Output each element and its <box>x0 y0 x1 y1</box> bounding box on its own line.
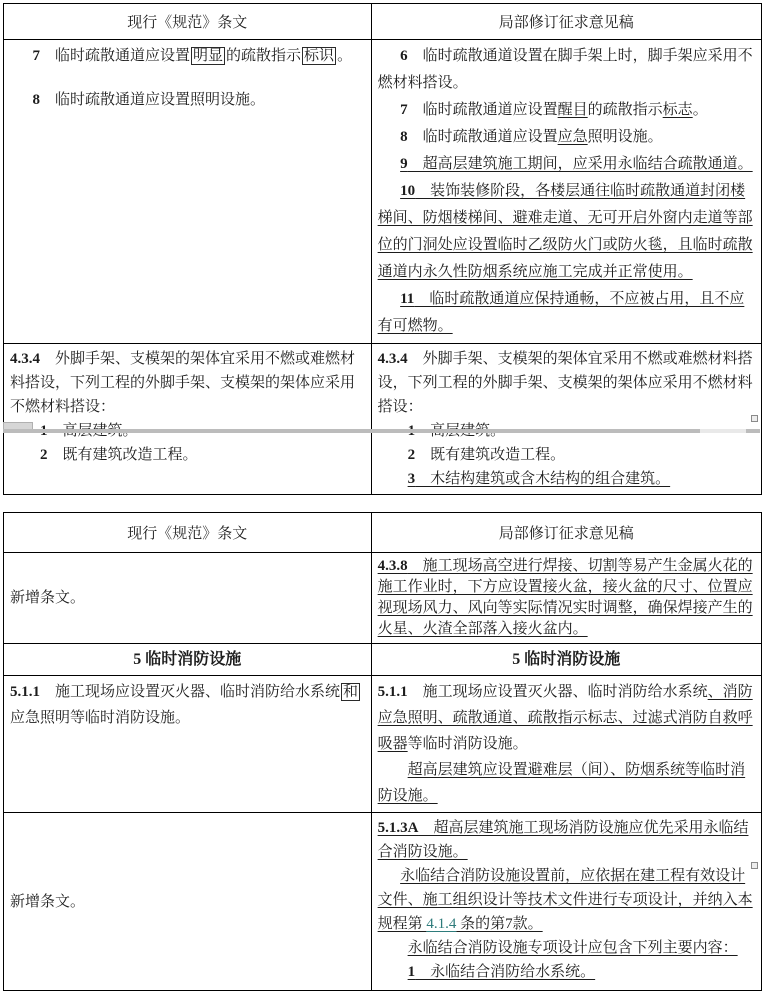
table-header-row <box>4 4 762 40</box>
paragraph <box>10 890 365 914</box>
cell-current-code <box>4 813 372 991</box>
text-run: 8 <box>32 92 40 108</box>
text-run: 既有建筑改造工程。 <box>415 447 566 463</box>
table-body <box>4 553 762 991</box>
paragraph <box>378 178 755 286</box>
cell-current-code <box>4 644 372 676</box>
inserted-text-run: 超高层建筑施工期间，应采用永临结合疏散通道。 <box>407 156 753 172</box>
paragraph <box>378 650 755 670</box>
paragraph <box>10 588 365 609</box>
table-row <box>4 344 762 495</box>
inserted-text-run: 标志 <box>662 102 693 118</box>
text-run: 的疏散指示 <box>226 48 302 64</box>
inserted-text-run: 超高层建筑施工现场消防设施应优先采用永临结合消防设施。 <box>377 820 749 860</box>
paragraph <box>378 757 755 809</box>
cell-revision-draft <box>371 553 761 644</box>
table-body <box>4 40 762 495</box>
paragraph <box>378 97 755 124</box>
table-resize-handle-icon[interactable] <box>751 415 758 422</box>
text-run: 5 临时消防设施 <box>133 650 242 668</box>
table-row <box>4 40 762 344</box>
cell-current-code <box>4 40 372 344</box>
revision-comparison-table-1 <box>3 3 762 495</box>
revision-comparison-table-2 <box>3 512 762 991</box>
inserted-text-run: 临时疏散通道应保持通畅，不应被占用，且不应有可燃物。 <box>377 291 745 334</box>
paragraph <box>10 650 365 670</box>
text-run: 外脚手架、支模架的架体宜采用不燃或难燃材料搭设，下列工程的外脚手架、支模架的架体应采用不燃材料搭设： <box>377 351 753 415</box>
column-header-current-code: 现行《规范》条文 <box>4 513 372 553</box>
paragraph <box>10 443 365 467</box>
cell-revision-draft <box>371 676 761 813</box>
text-run: 临时疏散通道应设置照明设施。 <box>40 92 266 108</box>
inserted-text-run: 装饰装修阶段，各楼层通往临时疏散通道封闭楼梯间、防烟楼梯间、避难走道、无可开启外窗内走道等部位的门洞处应设置临时乙级防火门或防火毯，且临时疏散通道内永久性防烟系统应施工完成并正常使用。 <box>377 183 753 280</box>
inserted-text-run: 木结构建筑或含木结构的组合建筑。 <box>415 471 671 487</box>
inserted-text-run: 超高层建筑应设置避难层（间）、防烟系统等临时消防设施。 <box>377 762 746 804</box>
table-gridline-notch <box>700 429 746 433</box>
text-run: 临时疏散通道应设置 <box>407 129 558 145</box>
text-run: 。 <box>337 48 353 64</box>
text-run: 8 <box>400 129 408 145</box>
cell-revision-draft <box>371 40 761 344</box>
column-header-revision-draft: 局部修订征求意见稿 <box>371 513 761 553</box>
inserted-text-run: 施工现场高空进行焊接、切割等易产生金属火花的施工作业时，下方应设置接火盆，接火盆的尺寸、位置应视现场风力、风向等实际情况实时调整，确保焊接产生的火星、火渣全部落入接火盆内。 <box>377 558 753 637</box>
table-gridline-band <box>3 429 760 433</box>
text-run: 。 <box>692 102 708 118</box>
text-run: 临时疏散通道应设置 <box>40 48 191 64</box>
inserted-text-run: 3 <box>407 471 416 487</box>
inserted-text-run: 条的第7款。 <box>456 916 543 932</box>
text-run: 既有建筑改造工程。 <box>47 447 198 463</box>
paragraph <box>10 347 365 419</box>
paragraph <box>378 960 755 984</box>
inserted-text-run: 、消防应急照明、疏散通道、疏散指示标志、过滤式消防自救呼吸器 <box>377 684 753 752</box>
inserted-text-run: 10 <box>400 183 416 199</box>
text-run: 应急照明等临时消防设施。 <box>10 710 191 726</box>
inserted-text-run: 4.1.4 <box>426 916 457 932</box>
cell-revision-draft <box>371 344 761 495</box>
inserted-text-run: 永临结合消防给水系统。 <box>415 964 596 980</box>
cell-current-code <box>4 553 372 644</box>
paragraph <box>378 286 755 340</box>
paragraph <box>10 43 365 70</box>
text-run: 5 临时消防设施 <box>512 650 621 668</box>
paragraph <box>378 124 755 151</box>
table-row <box>4 553 762 644</box>
text-run: 2 <box>40 447 48 463</box>
paragraph <box>378 556 755 640</box>
cell-revision-draft <box>371 644 761 676</box>
table-resize-handle-icon[interactable] <box>751 862 758 869</box>
table-header-row <box>4 513 762 553</box>
text-run: 4.3.4 <box>10 351 40 367</box>
inserted-text-run: 永临结合消防设施设置前，应依据在建工程有效设计文件、施工组织设计等技术文件进行专项设计，并纳入本规程第 <box>377 868 753 932</box>
deleted-text-run: 和 <box>343 684 359 700</box>
inserted-text-run: 9 <box>400 156 408 172</box>
column-header-current-code: 现行《规范》条文 <box>4 4 372 40</box>
text-run: 4.3.4 <box>377 351 408 367</box>
text-run: 临时疏散通道应设置 <box>407 102 558 118</box>
paragraph <box>378 936 755 960</box>
text-run: 施工现场应设置灭火器、临时消防给水系统 <box>40 684 341 700</box>
paragraph <box>378 347 755 419</box>
text-run: 5.1.1 <box>377 684 408 700</box>
inserted-text-run: 5.1.3A <box>377 820 419 836</box>
text-run: 外脚手架、支模架的架体宜采用不燃或难燃材料搭设，下列工程的外脚手架、支模架的架体应采用不燃材料搭设： <box>10 351 356 415</box>
paragraph <box>378 151 755 178</box>
text-run: 7 <box>32 48 40 64</box>
text-run: 7 <box>400 102 408 118</box>
text-run: 6 <box>400 48 408 64</box>
inserted-text-run: 11 <box>400 291 415 307</box>
inserted-text-run: 1 <box>407 964 416 980</box>
text-run: 5.1.1 <box>10 684 40 700</box>
paragraph <box>378 864 755 936</box>
table-row <box>4 644 762 676</box>
text-run: 的疏散指示 <box>587 102 663 118</box>
column-header-revision-draft: 局部修订征求意见稿 <box>371 4 761 40</box>
text-run: 施工现场应设置灭火器、临时消防给水系统 <box>407 684 708 700</box>
table-gap <box>0 495 766 512</box>
paragraph <box>378 816 755 864</box>
cell-current-code <box>4 344 372 495</box>
cell-revision-draft <box>371 813 761 991</box>
paragraph <box>10 679 365 731</box>
paragraph <box>10 87 365 114</box>
paragraph <box>378 443 755 467</box>
paragraph <box>378 467 755 491</box>
inserted-text-run: 永临结合消防设施专项设计应包含下列主要内容： <box>407 940 738 956</box>
inserted-text-run: 4.3.8 <box>377 558 408 574</box>
table-row <box>4 676 762 813</box>
inserted-text-run: 醒目 <box>557 102 588 118</box>
text-run: 照明设施。 <box>587 129 663 145</box>
deleted-text-run: 标识 <box>304 48 335 64</box>
paragraph <box>378 43 755 97</box>
deleted-text-run: 明显 <box>193 48 224 64</box>
text-run: 新增条文。 <box>10 589 86 606</box>
text-run: 临时疏散通道设置在脚手架上时，脚手架应采用不燃材料搭设。 <box>377 48 753 91</box>
text-run: 等临时消防设施。 <box>407 736 528 752</box>
text-run: 2 <box>407 447 416 463</box>
text-run: 新增条文。 <box>10 893 86 910</box>
paragraph <box>378 679 755 757</box>
cell-current-code <box>4 676 372 813</box>
inserted-text-run: 应急 <box>557 129 588 145</box>
table-row <box>4 813 762 991</box>
